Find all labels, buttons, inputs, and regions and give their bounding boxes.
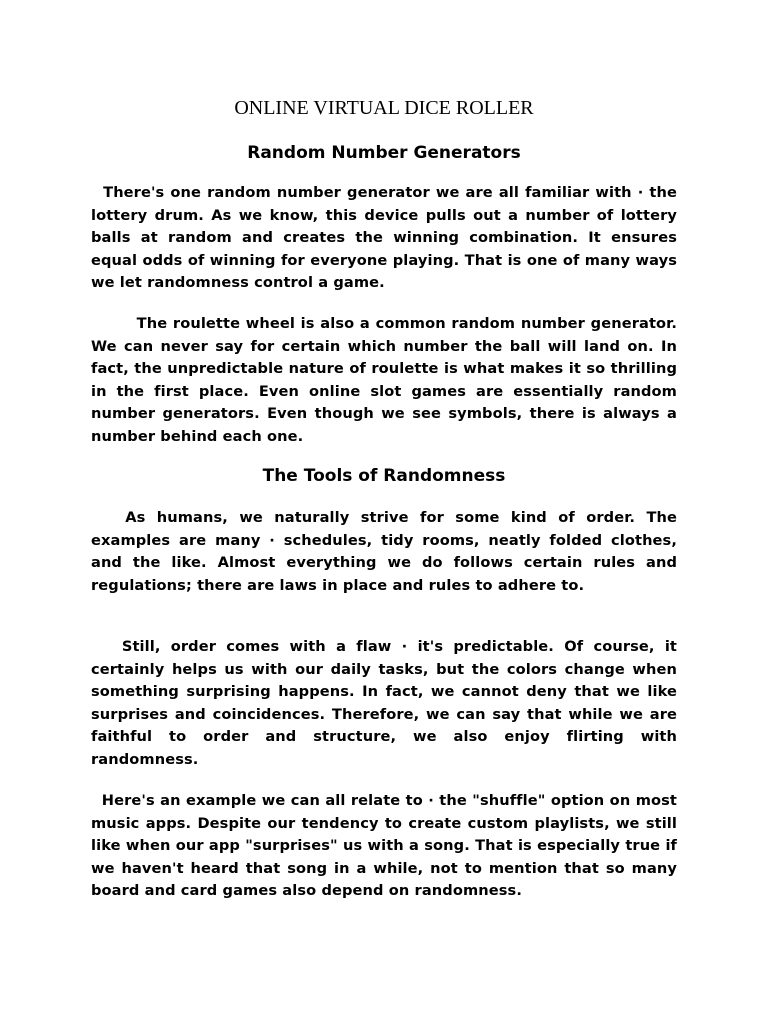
paragraph-lottery-drum: There's one random number generator we are all familiar with · the lottery drum. As we know, this device pulls out a number of lottery balls at random and creates the winning combination. It ensures equal odds of winning for everyone playing. That is one of many ways we let randomness control a game. [91, 184, 677, 291]
section-heading-tools-of-randomness: The Tools of Randomness [262, 466, 506, 486]
document-title: ONLINE VIRTUAL DICE ROLLER [234, 97, 534, 119]
paragraph-shuffle-example: Here's an example we can all relate to · the "shuffle" option on most music apps. Despite our tendency to create custom playlists, we still like when our app "surprises" us with a song. That is especially true if we haven't heard that song in a while, not to mention that so many board and card games also depend on randomness. [91, 792, 677, 899]
paragraph-roulette-wheel: The roulette wheel is also a common random number generator. We can never say for certain which number the ball will land on. In fact, the unpredictable nature of roulette is what makes it so thrilling in the first place. Even online slot games are essentially random number generators. Even though we see symbols, there is always a number behind each one. [91, 315, 677, 445]
paragraph-order-flaw: Still, order comes with a flaw · it's predictable. Of course, it certainly helps us with our daily tasks, but the colors change when something surprising happens. In fact, we cannot deny that we like surprises and coincidences. Therefore, we can say that while we are faithful to order and structure, we also enjoy flirting with randomness. [91, 638, 677, 768]
section-heading-random-number-generators: Random Number Generators [247, 143, 521, 163]
paragraph-order: As humans, we naturally strive for some kind of order. The examples are many · schedules, tidy rooms, neatly folded clothes, and the like. Almost everything we do follows certain rules and regulations; there are laws in place and rules to adhere to. [91, 509, 677, 594]
